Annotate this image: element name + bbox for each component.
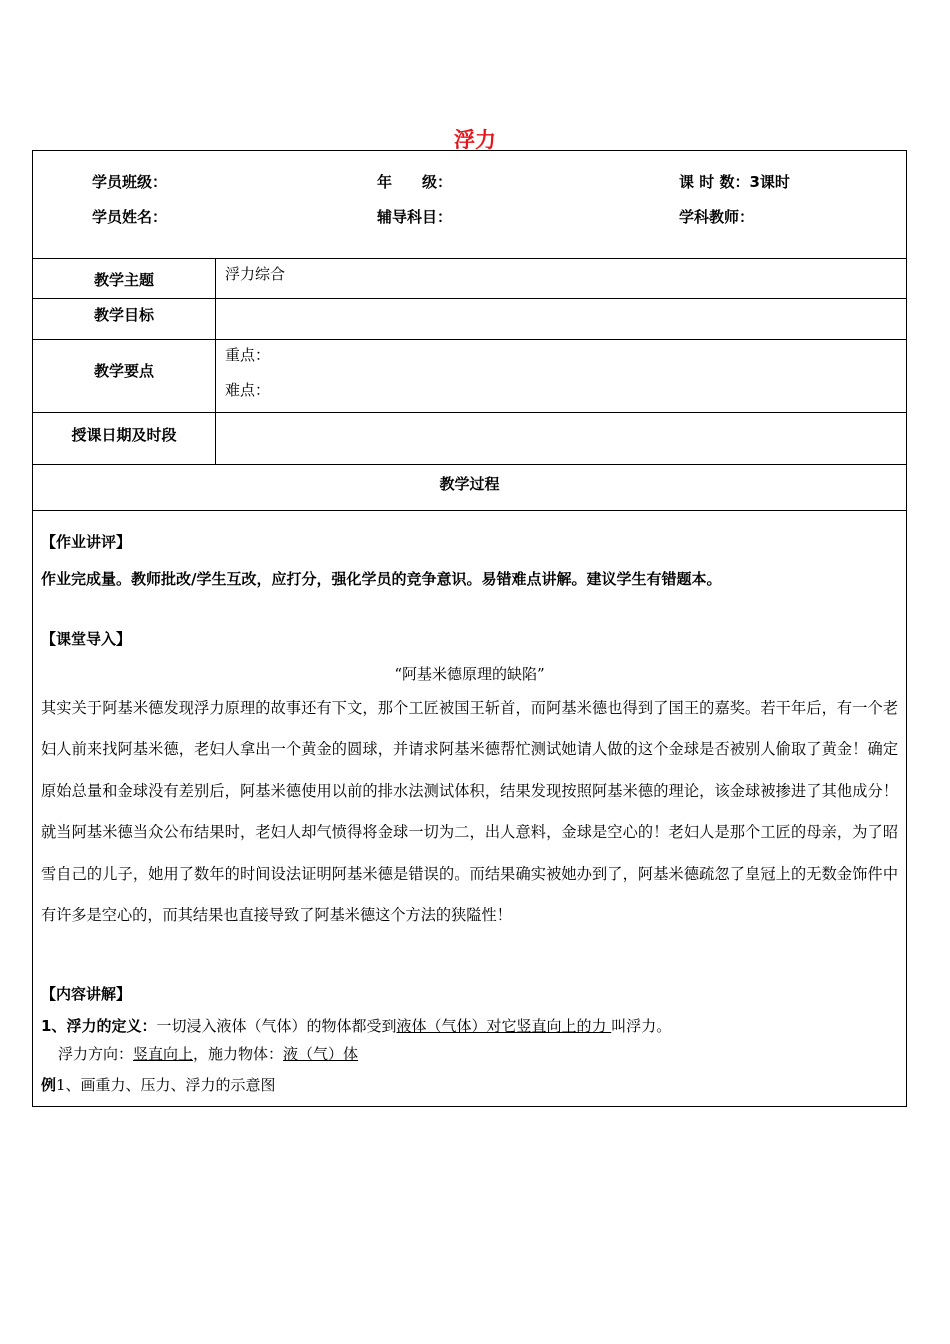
story-paragraph: 其实关于阿基米德发现浮力原理的故事还有下文，那个工匠被国王斩首，而阿基米德也得到了国王的嘉奖。若干年后，有一个老妇人前来找阿基米德，老妇人拿出一个黄金的圆球，并请求阿基米德帮忙测试她请人做的这个金球是否被别人偷取了黄金！确定原始总量和金球没有差别后，阿基米德使用以前的排水法测试体积，结果发现按照阿基米德的理论，该金球被掺进了其他成分！就当阿基米德当众公布结果时，老妇人却气愤得将金球一切为二，出人意料，金球是空心的！老妇人是那个工匠的母亲，为了昭雪自己的儿子，她用了数年的时间设法证明阿基米德是错误的。而结果确实被她办到了，阿基米德疏忽了皇冠上的无数金饰件中有许多是空心的，而其结果也直接导致了阿基米德这个方法的狭隘性！	[41, 699, 898, 925]
example-1	[41, 1074, 276, 1095]
teaching-topic-value: 浮力综合	[225, 265, 286, 283]
example-label: 例	[41, 1076, 57, 1094]
column-divider	[215, 258, 216, 464]
teaching-points-label: 教学要点	[93, 362, 154, 380]
row-divider	[33, 412, 906, 413]
grade-label: 年 级：	[377, 173, 453, 191]
homework-review-text: 作业完成量。教师批改/学生互改，应打分，强化学员的竞争意识。易错难点讲解。建议学生有错题本。	[41, 570, 722, 588]
row-divider	[33, 339, 906, 340]
direction-value: 竖直向上	[133, 1045, 194, 1063]
exerting-object-label: ，施力物体：	[193, 1045, 284, 1063]
teaching-goal-label: 教学目标	[93, 306, 154, 324]
definition-underlined-text: 液体（气体）对它竖直向上的力	[396, 1017, 612, 1035]
difficult-point-label: 难点：	[225, 381, 271, 399]
subject-teacher-label: 学科教师：	[679, 208, 755, 226]
teaching-process-heading: 教学过程	[439, 475, 500, 493]
key-point-label: 重点：	[225, 346, 271, 364]
direction-label: 浮力方向：	[58, 1045, 134, 1063]
definition-label: 浮力的定义：	[66, 1017, 157, 1035]
buoyancy-definition	[41, 1015, 671, 1036]
row-divider	[33, 464, 906, 465]
homework-review-heading: 【作业讲评】	[41, 533, 132, 551]
row-divider	[33, 258, 906, 259]
definition-number: 1、	[41, 1017, 67, 1035]
exerting-object-value: 液（气）体	[283, 1045, 359, 1063]
row-divider	[33, 510, 906, 511]
lesson-plan-table	[32, 150, 907, 1107]
class-intro-heading: 【课堂导入】	[41, 630, 132, 648]
definition-text: 一切浸入液体（气体）的物体都受到	[156, 1017, 397, 1035]
class-date-label: 授课日期及时段	[71, 426, 177, 444]
class-hours-label: 课 时 数：3课时	[679, 173, 790, 191]
story-title: “阿基米德原理的缺陷”	[394, 665, 545, 683]
buoyancy-direction	[58, 1043, 358, 1064]
tutoring-subject-label: 辅导科目：	[377, 208, 453, 226]
content-explanation-heading: 【内容讲解】	[41, 985, 132, 1003]
student-name-label: 学员姓名：	[92, 208, 168, 226]
teaching-topic-label: 教学主题	[93, 271, 154, 289]
row-divider	[33, 298, 906, 299]
document-title: 浮力	[454, 128, 496, 152]
example-text: 1、画重力、压力、浮力的示意图	[56, 1076, 276, 1094]
student-class-label: 学员班级：	[92, 173, 168, 191]
definition-end: 叫浮力。	[611, 1017, 672, 1035]
